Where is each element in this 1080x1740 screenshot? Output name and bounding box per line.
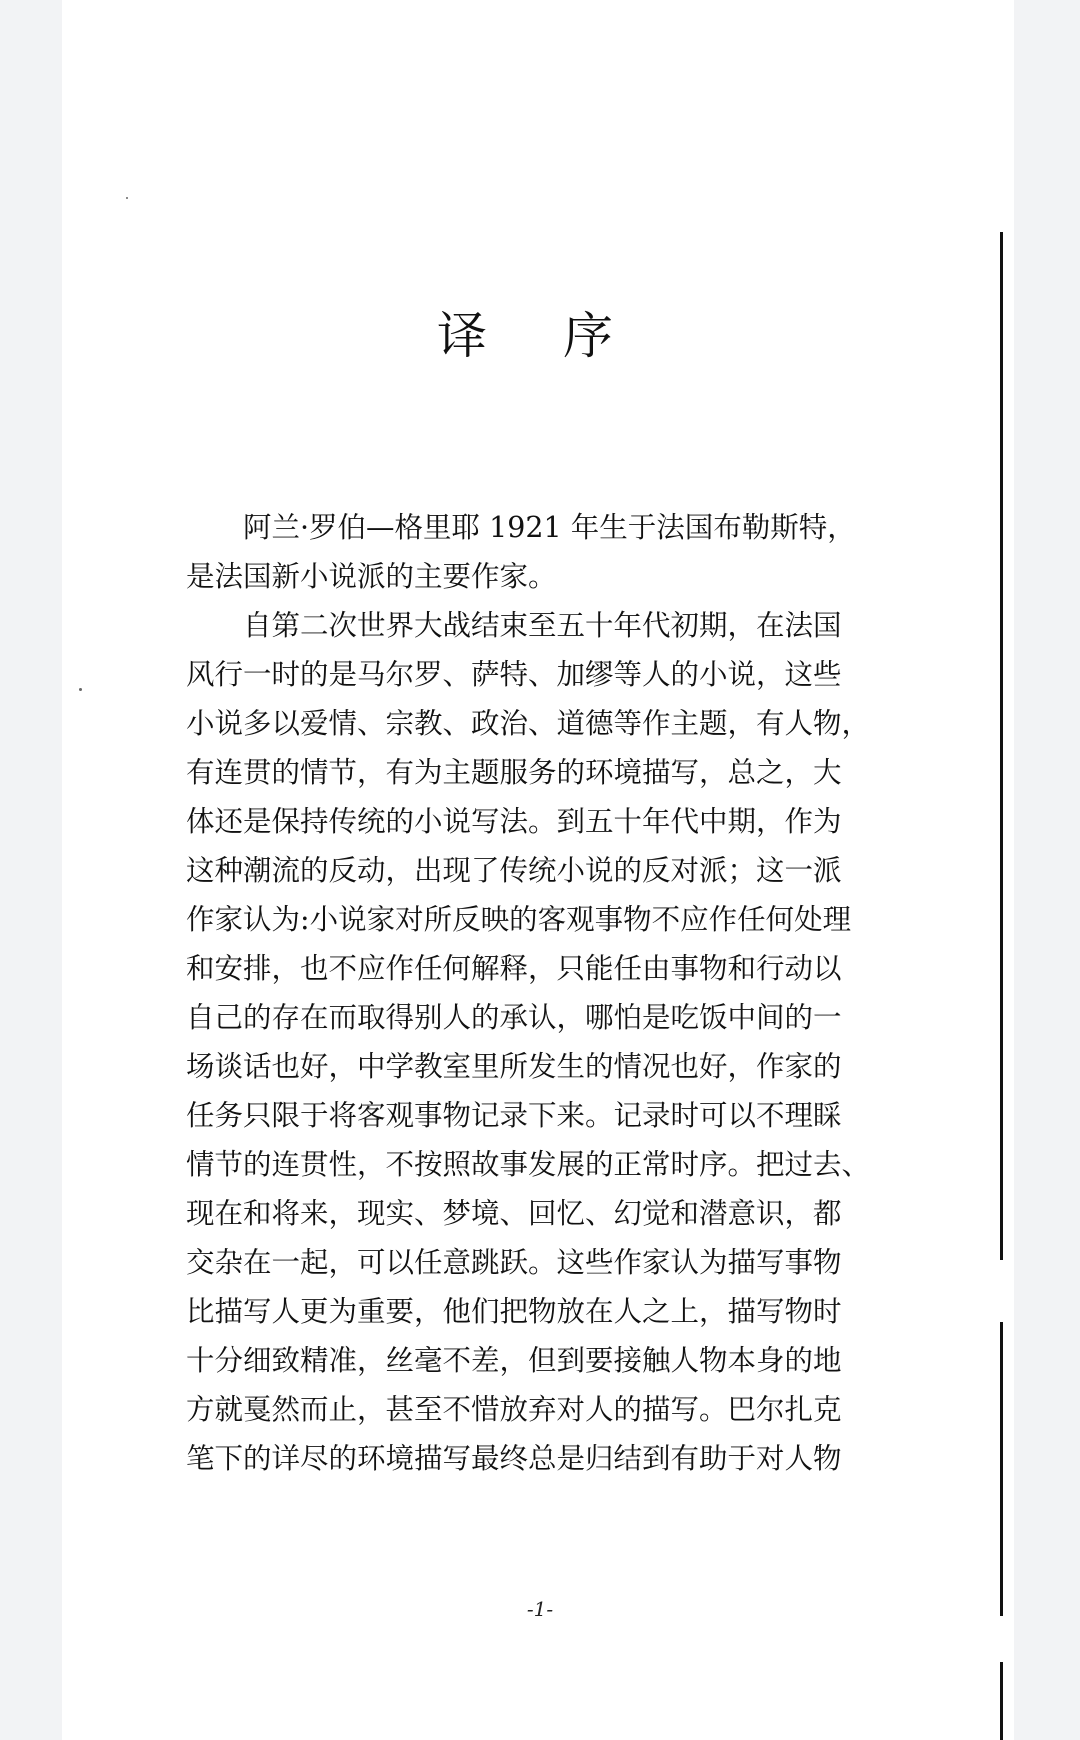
scan-edge-mark (1000, 232, 1003, 1740)
body-text (186, 503, 871, 1483)
text-line: 情节的连贯性，不按照故事发展的正常时序。把过去、 (186, 1148, 871, 1181)
scan-edge-gap (999, 1260, 1005, 1322)
scan-speck (79, 688, 82, 691)
text-line: 方就戛然而止，甚至不惜放弃对人的描写。巴尔扎克 (186, 1393, 842, 1426)
text-line: 场谈话也好，中学教室里所发生的情况也好，作家的 (186, 1050, 842, 1083)
text-line: 作家认为:小说家对所反映的客观事物不应作任何处理 (186, 903, 852, 936)
text-line: 小说多以爱情、宗教、政治、道德等作主题，有人物， (186, 707, 871, 740)
paragraph (186, 601, 871, 1483)
text-line: 这种潮流的反动，出现了传统小说的反对派；这一派 (186, 854, 842, 887)
text-line: 体还是保持传统的小说写法。到五十年代中期，作为 (186, 805, 842, 838)
text-line: 任务只限于将客观事物记录下来。记录时可以不理睬 (186, 1099, 842, 1132)
text-line: 笔下的详尽的环境描写最终总是归结到有助于对人物 (186, 1442, 842, 1475)
text-line: 风行一时的是马尔罗、萨特、加缪等人的小说，这些 (186, 658, 842, 691)
text-line: 阿兰·罗伯—格里耶 1921 年生于法国布勒斯特， (243, 511, 856, 544)
scan-edge-gap (999, 1616, 1005, 1662)
page-number: -1- (526, 1597, 554, 1621)
text-line: 有连贯的情节，有为主题服务的环境描写，总之，大 (186, 756, 842, 789)
text-line: 比描写人更为重要，他们把物放在人之上，描写物时 (186, 1295, 842, 1328)
text-line: 自第二次世界大战结束至五十年代初期，在法国 (243, 609, 842, 642)
text-line: 是法国新小说派的主要作家。 (186, 560, 557, 593)
text-line: 现在和将来，现实、梦境、回忆、幻觉和潜意识，都 (186, 1197, 842, 1230)
text-line: 十分细致精准，丝毫不差，但到要接触人物本身的地 (186, 1344, 842, 1377)
text-line: 和安排，也不应作任何解释，只能任由事物和行动以 (186, 952, 842, 985)
page-title: 译 序 (437, 307, 643, 365)
paragraph (186, 503, 856, 601)
text-line: 自己的存在而取得别人的承认，哪怕是吃饭中间的一 (186, 1001, 842, 1034)
scan-speck (126, 197, 128, 199)
text-line: 交杂在一起，可以任意跳跃。这些作家认为描写事物 (186, 1246, 842, 1279)
